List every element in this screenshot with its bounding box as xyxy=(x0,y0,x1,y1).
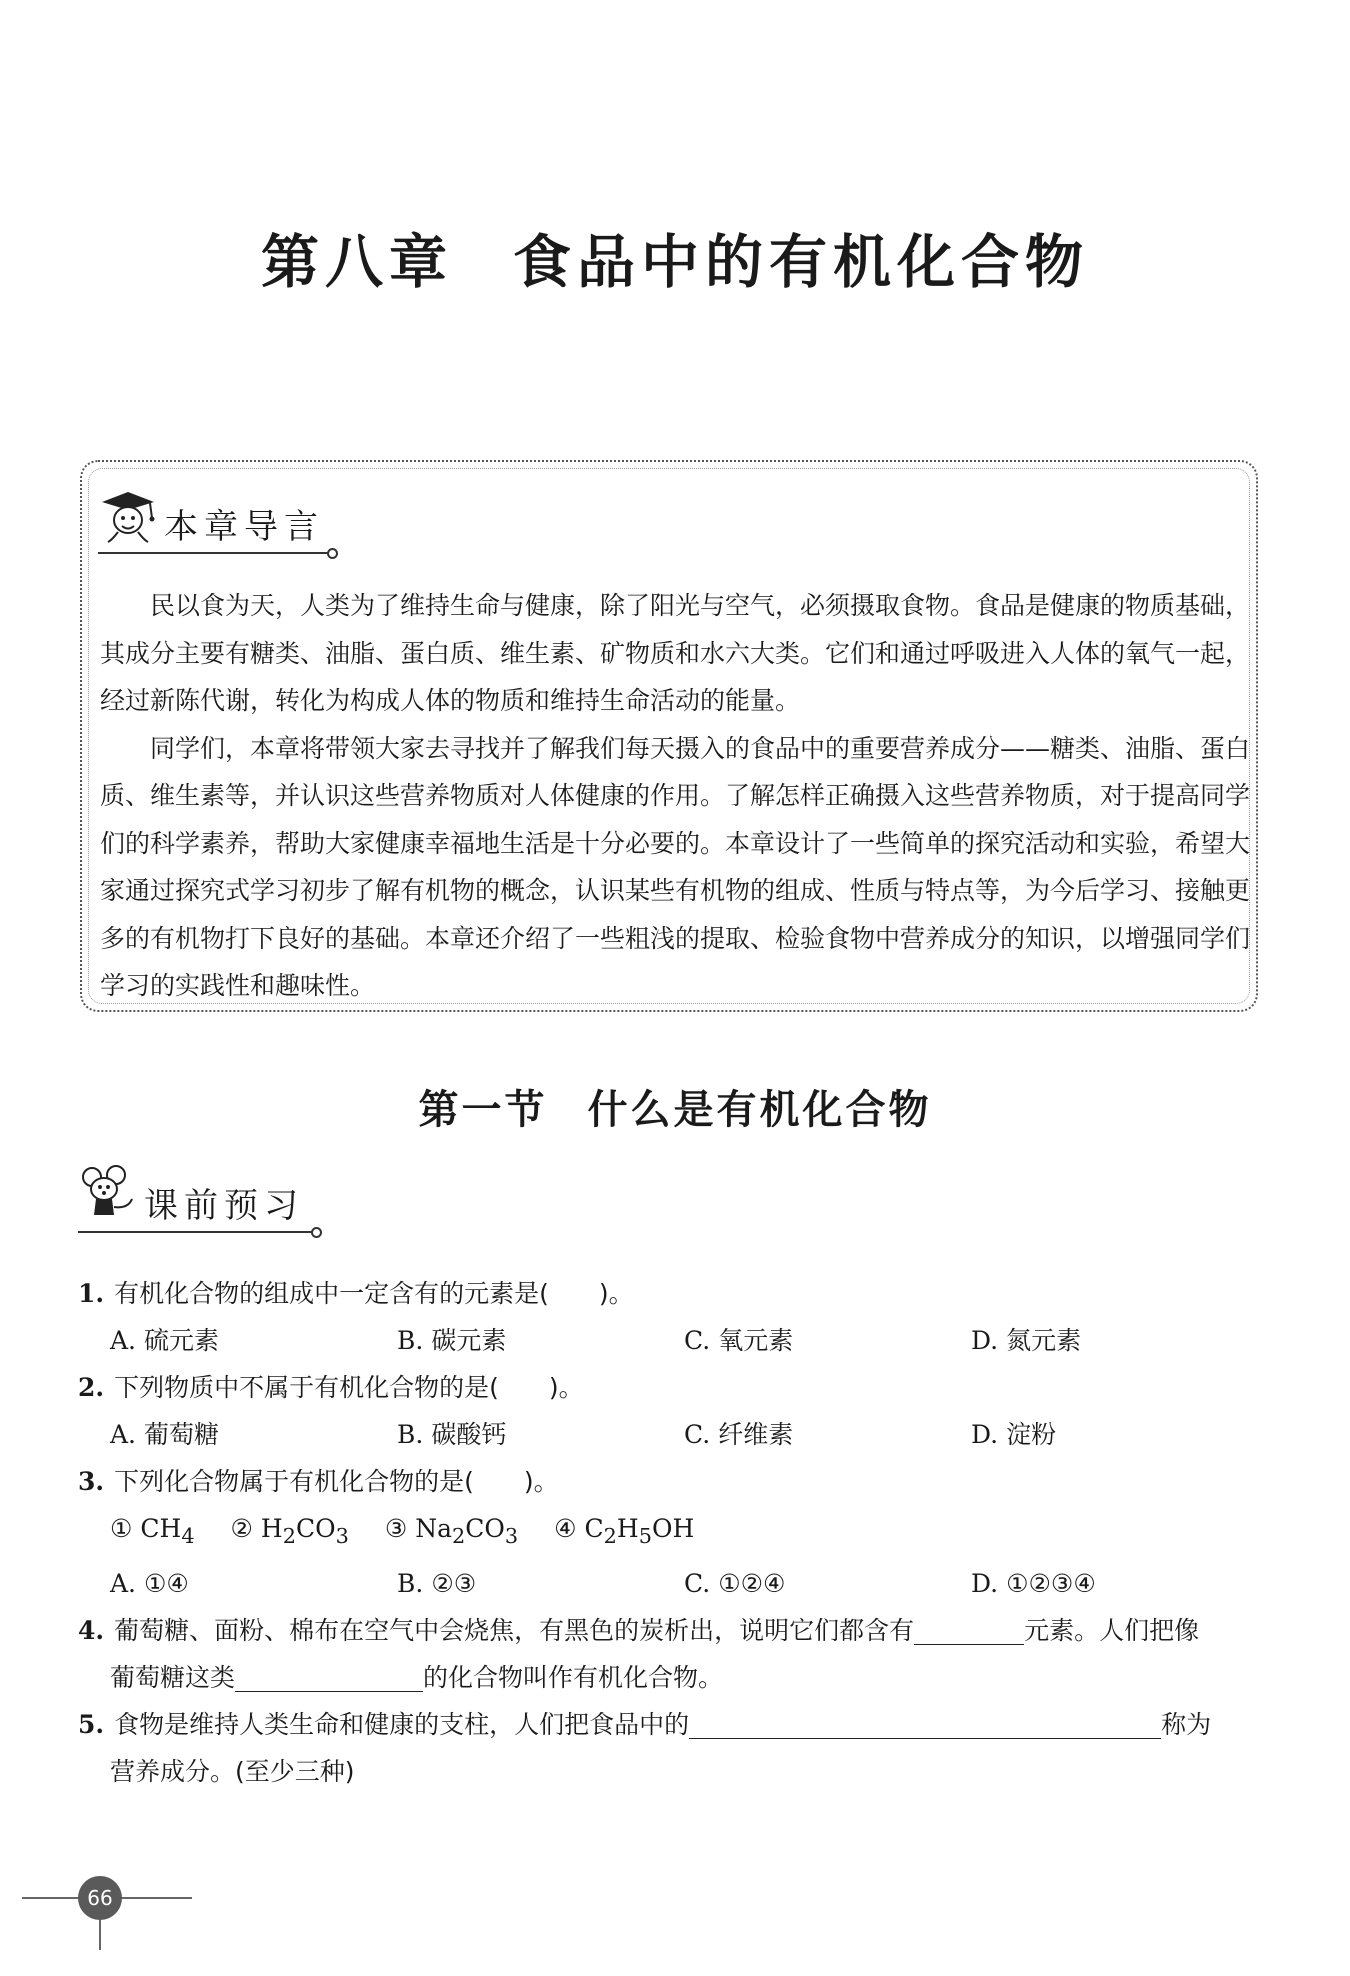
chapter-number: 第八章 xyxy=(260,228,453,296)
question-4: 4. 葡萄糖、面粉、棉布在空气中会烧焦，有黑色的炭析出，说明它们都含有 元素。人们把像 xyxy=(78,1616,1200,1645)
intro-text xyxy=(100,582,1250,1010)
question-4-continued: 葡萄糖这类 的化合物叫作有机化合物。 xyxy=(110,1663,724,1692)
question-text: 有机化合物的组成中一定含有的元素是( )。 xyxy=(114,1279,634,1308)
question-text: 食物是维持人类生命和健康的支柱，人们把食品中的 xyxy=(114,1710,690,1739)
option-d: D. 氮元素 xyxy=(971,1326,1082,1355)
intro-paragraph-1: 民以食为天，人类为了维持生命与健康，除了阳光与空气，必须摄取食物。食品是健康的物质基础，其成分主要有糖类、油脂、蛋白质、维生素、矿物质和水六大类。它们和通过呼吸进入人体的氧气一起，经过新陈代谢，转化为构成人体的物质和维持生命活动的能量。 xyxy=(100,591,1251,715)
option-b: B. 碳酸钙 xyxy=(397,1420,507,1449)
question-number: 5. xyxy=(78,1710,105,1739)
question-3 xyxy=(78,1458,1258,1505)
answer-blank[interactable] xyxy=(914,1614,1024,1645)
heading-underline xyxy=(98,552,330,554)
scholar-mascot-icon xyxy=(98,488,156,544)
option-a: A. 硫元素 xyxy=(110,1326,220,1355)
intro-paragraph-2: 同学们，本章将带领大家去寻找并了解我们每天摄入的食品中的重要营养成分——糖类、油脂、蛋白质、维生素等，并认识这些营养物质对人体健康的作用。了解怎样正确摄入这些营养物质，对于提高同学们的科学素养，帮助大家健康幸福地生活是十分必要的。本章设计了一些简单的探究活动和实验，希望大家通过探究式学习初步了解有机物的概念，认识某些有机物的组成、性质与特点等，为今后学习、接触更多的有机物打下良好的基础。本章还介绍了一些粗浅的提取、检验食物中营养成分的知识，以增强同学们学习的实践性和趣味性。 xyxy=(100,733,1251,1000)
chapter-title xyxy=(0,215,1350,299)
chapter-name: 食品中的有机化合物 xyxy=(513,228,1090,296)
section-number: 第一节 xyxy=(418,1086,548,1133)
heading-underline xyxy=(78,1231,314,1233)
question-5-continued: 营养成分。(至少三种) xyxy=(110,1757,355,1786)
question-2 xyxy=(78,1364,1258,1411)
question-3-compounds xyxy=(78,1505,1258,1560)
section-name: 什么是有机化合物 xyxy=(587,1086,932,1133)
question-text: 葡萄糖、面粉、棉布在空气中会烧焦，有黑色的炭析出，说明它们都含有 xyxy=(114,1616,915,1645)
question-number: 2. xyxy=(78,1373,105,1402)
question-2-options xyxy=(78,1411,1258,1458)
question-text: 下列化合物属于有机化合物的是( )。 xyxy=(114,1467,559,1496)
question-list xyxy=(78,1270,1258,1795)
compound-2: ② $H_2CO_3$ xyxy=(230,1514,349,1548)
preview-heading xyxy=(78,1165,304,1226)
intro-heading-label: 本章导言 xyxy=(164,507,324,547)
option-c: C. 氧元素 xyxy=(684,1326,794,1355)
option-c: C. 纤维素 xyxy=(684,1420,794,1449)
question-1 xyxy=(78,1270,1258,1317)
compound-4: ④ $C_2H_5OH$ xyxy=(554,1514,695,1548)
question-1-options xyxy=(78,1317,1258,1364)
question-5: 5. 食物是维持人类生命和健康的支柱，人们把食品中的 称为 xyxy=(78,1710,1212,1739)
compound-3: ③ $Na_2CO_3$ xyxy=(384,1514,519,1548)
question-text: 下列物质中不属于有机化合物的是( )。 xyxy=(114,1373,584,1402)
footer-tick xyxy=(99,1920,101,1950)
option-a: A. ①④ xyxy=(110,1569,189,1598)
question-number: 1. xyxy=(78,1279,105,1308)
intro-heading xyxy=(98,488,324,547)
option-c: C. ①②④ xyxy=(684,1569,786,1598)
option-d: D. 淀粉 xyxy=(971,1420,1057,1449)
mouse-mascot-icon xyxy=(78,1165,136,1223)
compound-1: ① $CH_4$ xyxy=(110,1514,195,1548)
section-title xyxy=(0,1078,1350,1135)
preview-heading-label: 课前预习 xyxy=(144,1186,304,1226)
option-a: A. 葡萄糖 xyxy=(110,1420,220,1449)
question-number: 4. xyxy=(78,1616,105,1645)
option-d: D. ①②③④ xyxy=(971,1569,1096,1598)
page-number: 66 xyxy=(78,1876,122,1920)
question-number: 3. xyxy=(78,1467,105,1496)
answer-blank[interactable] xyxy=(235,1661,423,1692)
answer-blank[interactable] xyxy=(689,1708,1161,1739)
option-b: B. ②③ xyxy=(397,1569,477,1598)
option-b: B. 碳元素 xyxy=(397,1326,507,1355)
question-3-options xyxy=(78,1560,1258,1607)
